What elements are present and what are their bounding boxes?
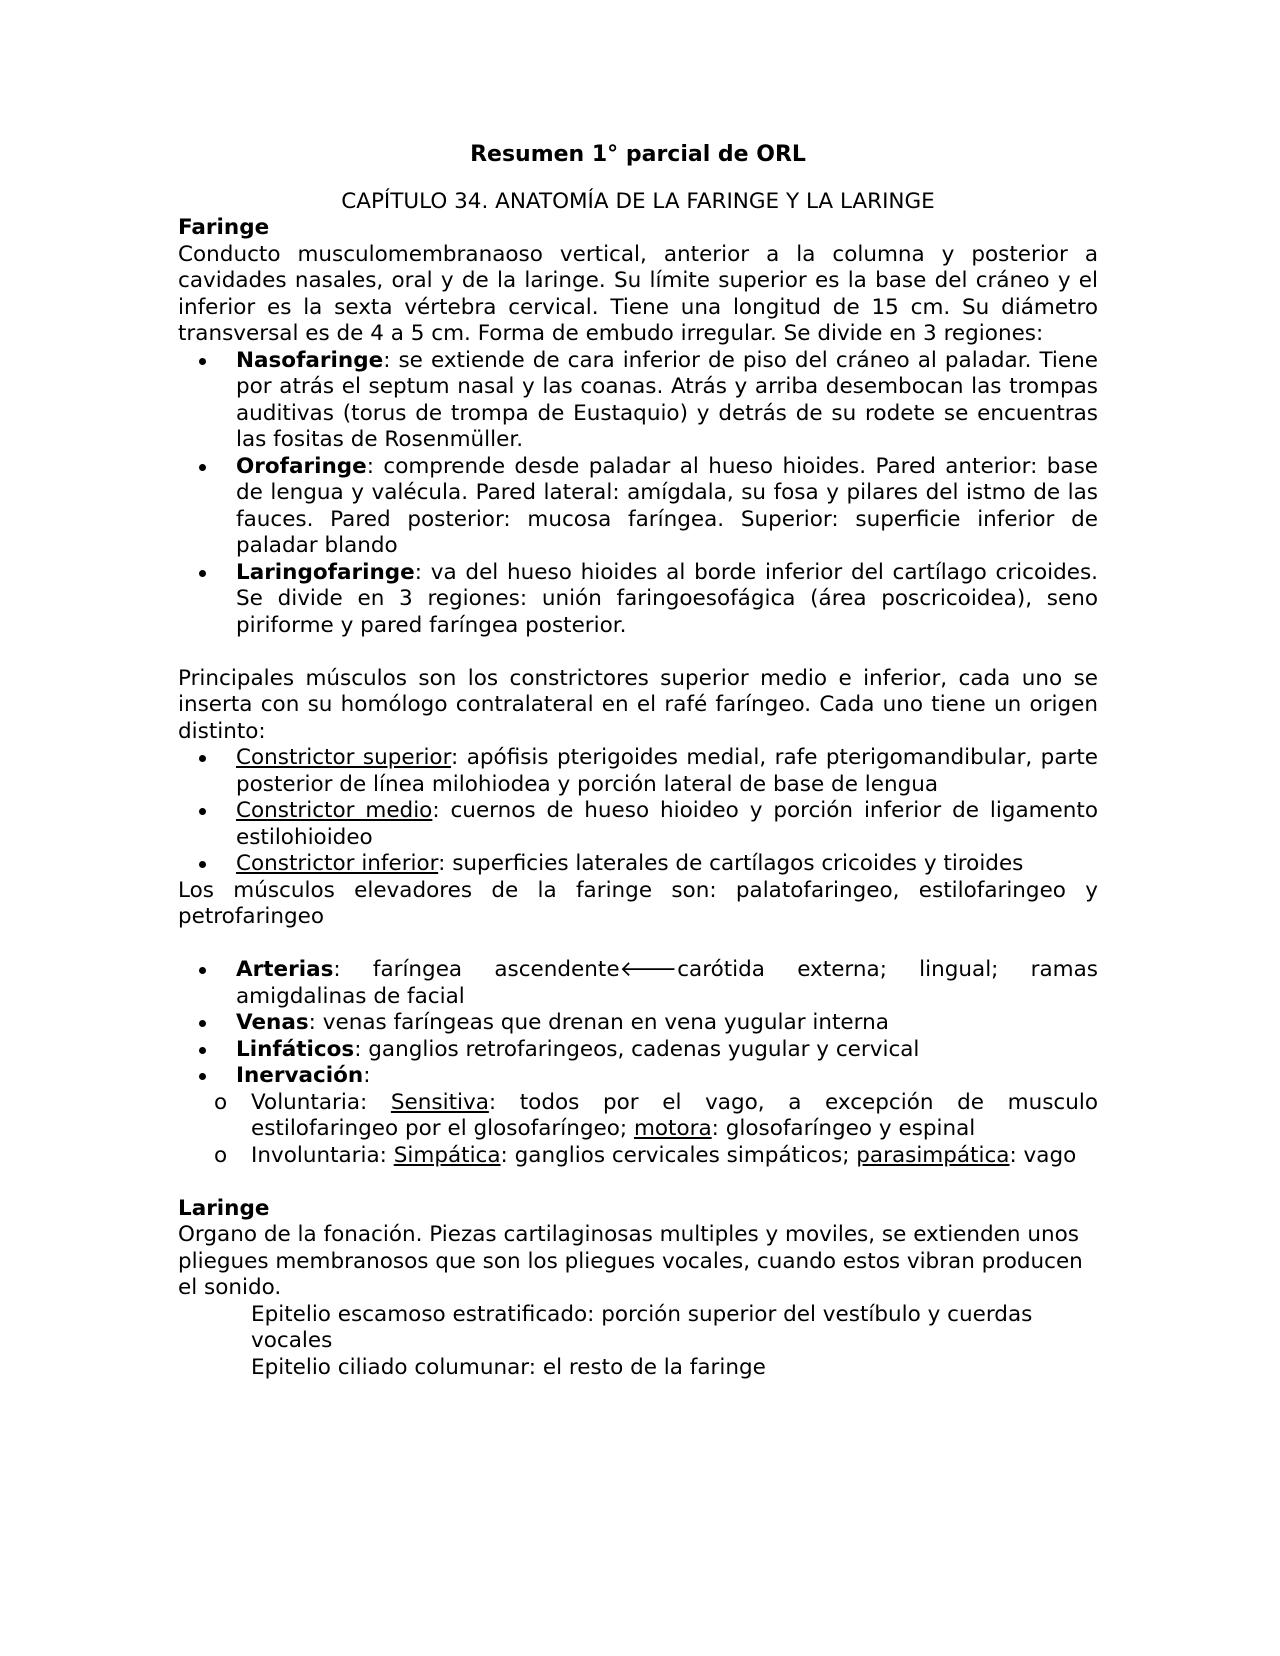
constrictor-term: Constrictor inferior [236,851,439,876]
region-term: Nasofaringe [236,347,384,373]
list-item: Orofaringe: comprende desde paladar al hueso hioides. Pared anterior: base de lengua y valécula. Pared lateral: amígdala, su fosa y pilares del istmo de las fauces. Pared posterior: mucosa faríngea. Superior: superficie inferior de paladar blando [178,454,1098,560]
document-page [178,142,1098,1381]
muscles-intro: Principales músculos son los constrictores superior medio e inferior, cada uno se inserta con su homólogo contralateral en el rafé faríngeo. Cada uno tiene un origen distinto: [178,665,1098,744]
document-title: Resumen 1° parcial de ORL [470,142,806,167]
epithelium-line: Epitelio ciliado columunar: el resto de la faringe [251,1354,766,1380]
list-item: Constrictor medio: cuernos de hueso hioideo y porción inferior de ligamento estilohioideo [178,798,1098,851]
spacer [178,931,1098,958]
section-heading-faringe: Faringe [178,215,270,240]
supply-term: Arterias [236,957,334,982]
spacer [178,1169,1098,1196]
list-item: Linfáticos: ganglios retrofaringeos, cadenas yugular y cervical [178,1037,1098,1064]
supply-term: Linfáticos [236,1036,355,1062]
constrictors-list [178,745,1098,878]
list-item: Nasofaringe: se extiende de cara inferior de piso del cráneo al paladar. Tiene por atrás el septum nasal y las coanas. Atrás y arriba desembocan las trompas auditivas (torus de trompa de Eustaquio) y detrás de su rodete se encuentras las fositas de Rosenmüller. [178,348,1098,454]
list-item: Constrictor inferior: superficies laterales de cartílagos cricoides y tiroides [178,851,1098,878]
list-item: Venas: venas faríngeas que drenan en vena yugular interna [178,1010,1098,1037]
regions-list [178,348,1098,640]
constrictor-term: Constrictor medio [236,798,433,823]
region-term: Orofaringe [236,453,367,479]
section-heading-laringe: Laringe [178,1195,270,1221]
list-item: Constrictor superior: apófisis pterigoides medial, rafe pterigomandibular, parte posterior de línea milohiodea y porción lateral de base de lengua [178,745,1098,798]
spacer [178,639,1098,666]
list-item: Arterias: faríngea ascendente🡐carótida externa; lingual; ramas amigdalinas de facial [178,957,1098,1010]
constrictor-term: Constrictor superior [236,745,452,770]
chapter-heading: CAPÍTULO 34. ANATOMÍA DE LA FARINGE Y LA LARINGE [341,188,935,214]
list-item: o Involuntaria: Simpática: ganglios cervicales simpáticos; parasimpática: vago [178,1143,1098,1170]
elevators-paragraph: Los músculos elevadores de la faringe son: palatofaringeo, estilofaringeo y petrofaringeo [178,877,1098,929]
faringe-intro: Conducto musculomembranaoso vertical, anterior a la columna y posterior a cavidades nasales, oral y de la laringe. Su límite superior es la base del cráneo y el inferior es la sexta vértebra cervical. Tiene una longitud de 15 cm. Su diámetro transversal es de 4 a 5 cm. Forma de embudo irregular. Se divide en 3 regiones: [178,241,1098,346]
supply-term: Inervación [236,1063,364,1088]
supply-list [178,957,1098,1090]
supply-term: Venas [236,1010,309,1035]
list-item: o Voluntaria: Sensitiva: todos por el vago, a excepción de musculo estilofaringeo por el glosofaríngeo; motora: glosofaríngeo y espinal [178,1090,1098,1143]
region-term: Laringofaringe [236,559,415,585]
epithelium-line: Epitelio escamoso estratificado: porción superior del vestíbulo y cuerdas vocales [251,1301,1033,1353]
innervation-list [178,1090,1098,1170]
laringe-intro: Organo de la fonación. Piezas cartilaginosas multiples y moviles, se extienden unos pliegues membranosos que son los pliegues vocales, cuando estos vibran producen el sonido. [178,1222,1083,1300]
list-item: Inervación: [178,1063,1098,1090]
list-item: Laringofaringe: va del hueso hioides al borde inferior del cartílago cricoides. Se divide en 3 regiones: unión faringoesofágica (área poscricoidea), seno piriforme y pared faríngea posterior. [178,560,1098,640]
